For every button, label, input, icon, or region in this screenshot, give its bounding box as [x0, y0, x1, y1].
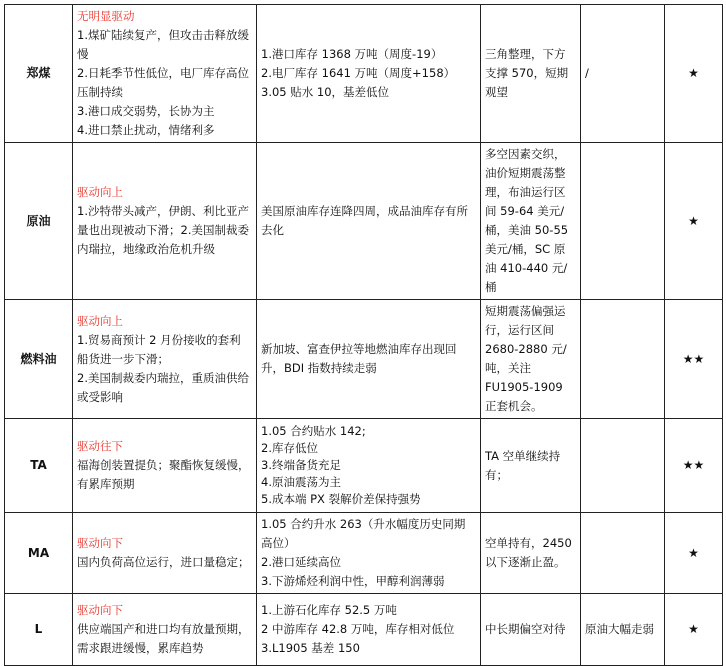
inventory-line: 新加坡、富查伊拉等地燃油库存出现回升，BDI 指数持续走弱 — [261, 342, 457, 375]
commodity-name: L — [5, 594, 73, 666]
driver-cell — [73, 594, 257, 666]
driver-line: 2.日耗季节性低位，电厂库存高位压制持续 — [77, 66, 249, 99]
inventory-line: 2.电厂库存 1641 万吨（周度+158） — [261, 66, 456, 80]
driver-cell — [73, 5, 257, 143]
driver-cell — [73, 419, 257, 513]
driver-direction: 驱动向下 — [77, 603, 123, 617]
commodity-name: 郑煤 — [5, 5, 73, 143]
driver-cell — [73, 300, 257, 419]
driver-line: 1.煤矿陆续复产，但攻击击释放缓慢 — [77, 28, 249, 61]
table-row — [5, 419, 723, 513]
commodity-name: 原油 — [5, 143, 73, 300]
table-row — [5, 300, 723, 419]
inventory-line: 2.港口延续高位 — [261, 555, 341, 569]
technical-cell: 短期震荡偏强运行，运行区间 2680-2880 元/吨，关注 FU1905-1909 正套机会。 — [481, 300, 581, 419]
rating-stars: ★★ — [665, 419, 723, 513]
driver-direction: 无明显驱动 — [77, 9, 135, 23]
commodity-name: 燃料油 — [5, 300, 73, 419]
inventory-cell — [257, 419, 481, 513]
technical-cell: 空单持有，2450 以下逐渐止盈。 — [481, 513, 581, 594]
rating-stars: ★ — [665, 143, 723, 300]
inventory-cell — [257, 143, 481, 300]
table-row — [5, 5, 723, 143]
table-row — [5, 594, 723, 666]
technical-cell: 多空因素交织，油价短期震荡整理，布油运行区间 59-64 美元/桶，美油 50-55 美元/桶，SC 原油 410-440 元/桶 — [481, 143, 581, 300]
inventory-line: 3.L1905 基差 150 — [261, 641, 360, 655]
driver-line: 1.沙特带头减产，伊朗、利比亚产量也出现被动下滑；2.美国制裁委内瑞拉，地缘政治危机升级 — [77, 204, 249, 256]
inventory-cell — [257, 300, 481, 419]
driver-line: 2.美国制裁委内瑞拉，重质油供给或受影响 — [77, 370, 249, 404]
strategy-cell: / — [581, 5, 665, 143]
strategy-cell — [581, 143, 665, 300]
inventory-line: 2.库存低位 — [261, 441, 318, 455]
inventory-line: 3.下游烯烃利润中性，甲醇利润薄弱 — [261, 574, 445, 588]
driver-direction: 驱动往下 — [77, 439, 123, 453]
inventory-line: 2 中游库存 42.8 万吨，库存相对低位 — [261, 622, 455, 636]
rating-stars: ★ — [665, 513, 723, 594]
inventory-line: 3.05 贴水 10，基差低位 — [261, 85, 390, 99]
inventory-cell — [257, 513, 481, 594]
technical-cell: 中长期偏空对待 — [481, 594, 581, 666]
inventory-line: 3.终端备货充足 — [261, 458, 341, 472]
inventory-cell — [257, 594, 481, 666]
commodity-name: MA — [5, 513, 73, 594]
strategy-cell — [581, 419, 665, 513]
technical-cell: 三角整理，下方支撑 570，短期观望 — [481, 5, 581, 143]
driver-line: 1.贸易商预计 2 月份接收的套利船货进一步下滑； — [77, 332, 241, 366]
driver-cell — [73, 143, 257, 300]
inventory-line: 1.05 合约贴水 142; — [261, 424, 366, 438]
rating-stars: ★ — [665, 5, 723, 143]
inventory-line: 1.上游石化库存 52.5 万吨 — [261, 603, 397, 617]
driver-line: 供应端国产和进口均有放量预期，需求跟进缓慢，累库趋势 — [77, 622, 250, 655]
rating-stars: ★ — [665, 594, 723, 666]
rating-stars: ★★ — [665, 300, 723, 419]
inventory-line: 美国原油库存连降四周，成品油库存有所去化 — [261, 204, 468, 237]
driver-line: 国内负荷高位运行，进口量稳定； — [77, 555, 250, 569]
technical-cell: TA 空单继续持有； — [481, 419, 581, 513]
inventory-line: 4.原油震荡为主 — [261, 475, 341, 489]
table-row — [5, 513, 723, 594]
driver-line: 3.港口成交弱势，长协为主 — [77, 104, 215, 118]
driver-direction: 驱动向上 — [77, 185, 123, 199]
driver-cell — [73, 513, 257, 594]
inventory-line: 5.成本端 PX 裂解价差保持强势 — [261, 492, 421, 506]
inventory-line: 1.05 合约升水 263（升水幅度历史同期高位） — [261, 517, 466, 550]
driver-direction: 驱动向上 — [77, 313, 123, 328]
inventory-line: 1.港口库存 1368 万吨（周度-19） — [261, 47, 443, 61]
inventory-cell — [257, 5, 481, 143]
strategy-cell — [581, 513, 665, 594]
commodity-report-table — [4, 4, 723, 666]
driver-line: 4.进口禁止扰动，情绪利多 — [77, 123, 215, 137]
strategy-cell: 原油大幅走弱 — [581, 594, 665, 666]
table-row — [5, 143, 723, 300]
driver-line: 福海创装置提负；聚酯恢复缓慢，有累库预期 — [77, 458, 250, 491]
strategy-cell — [581, 300, 665, 419]
commodity-name: TA — [5, 419, 73, 513]
driver-direction: 驱动向下 — [77, 536, 123, 550]
